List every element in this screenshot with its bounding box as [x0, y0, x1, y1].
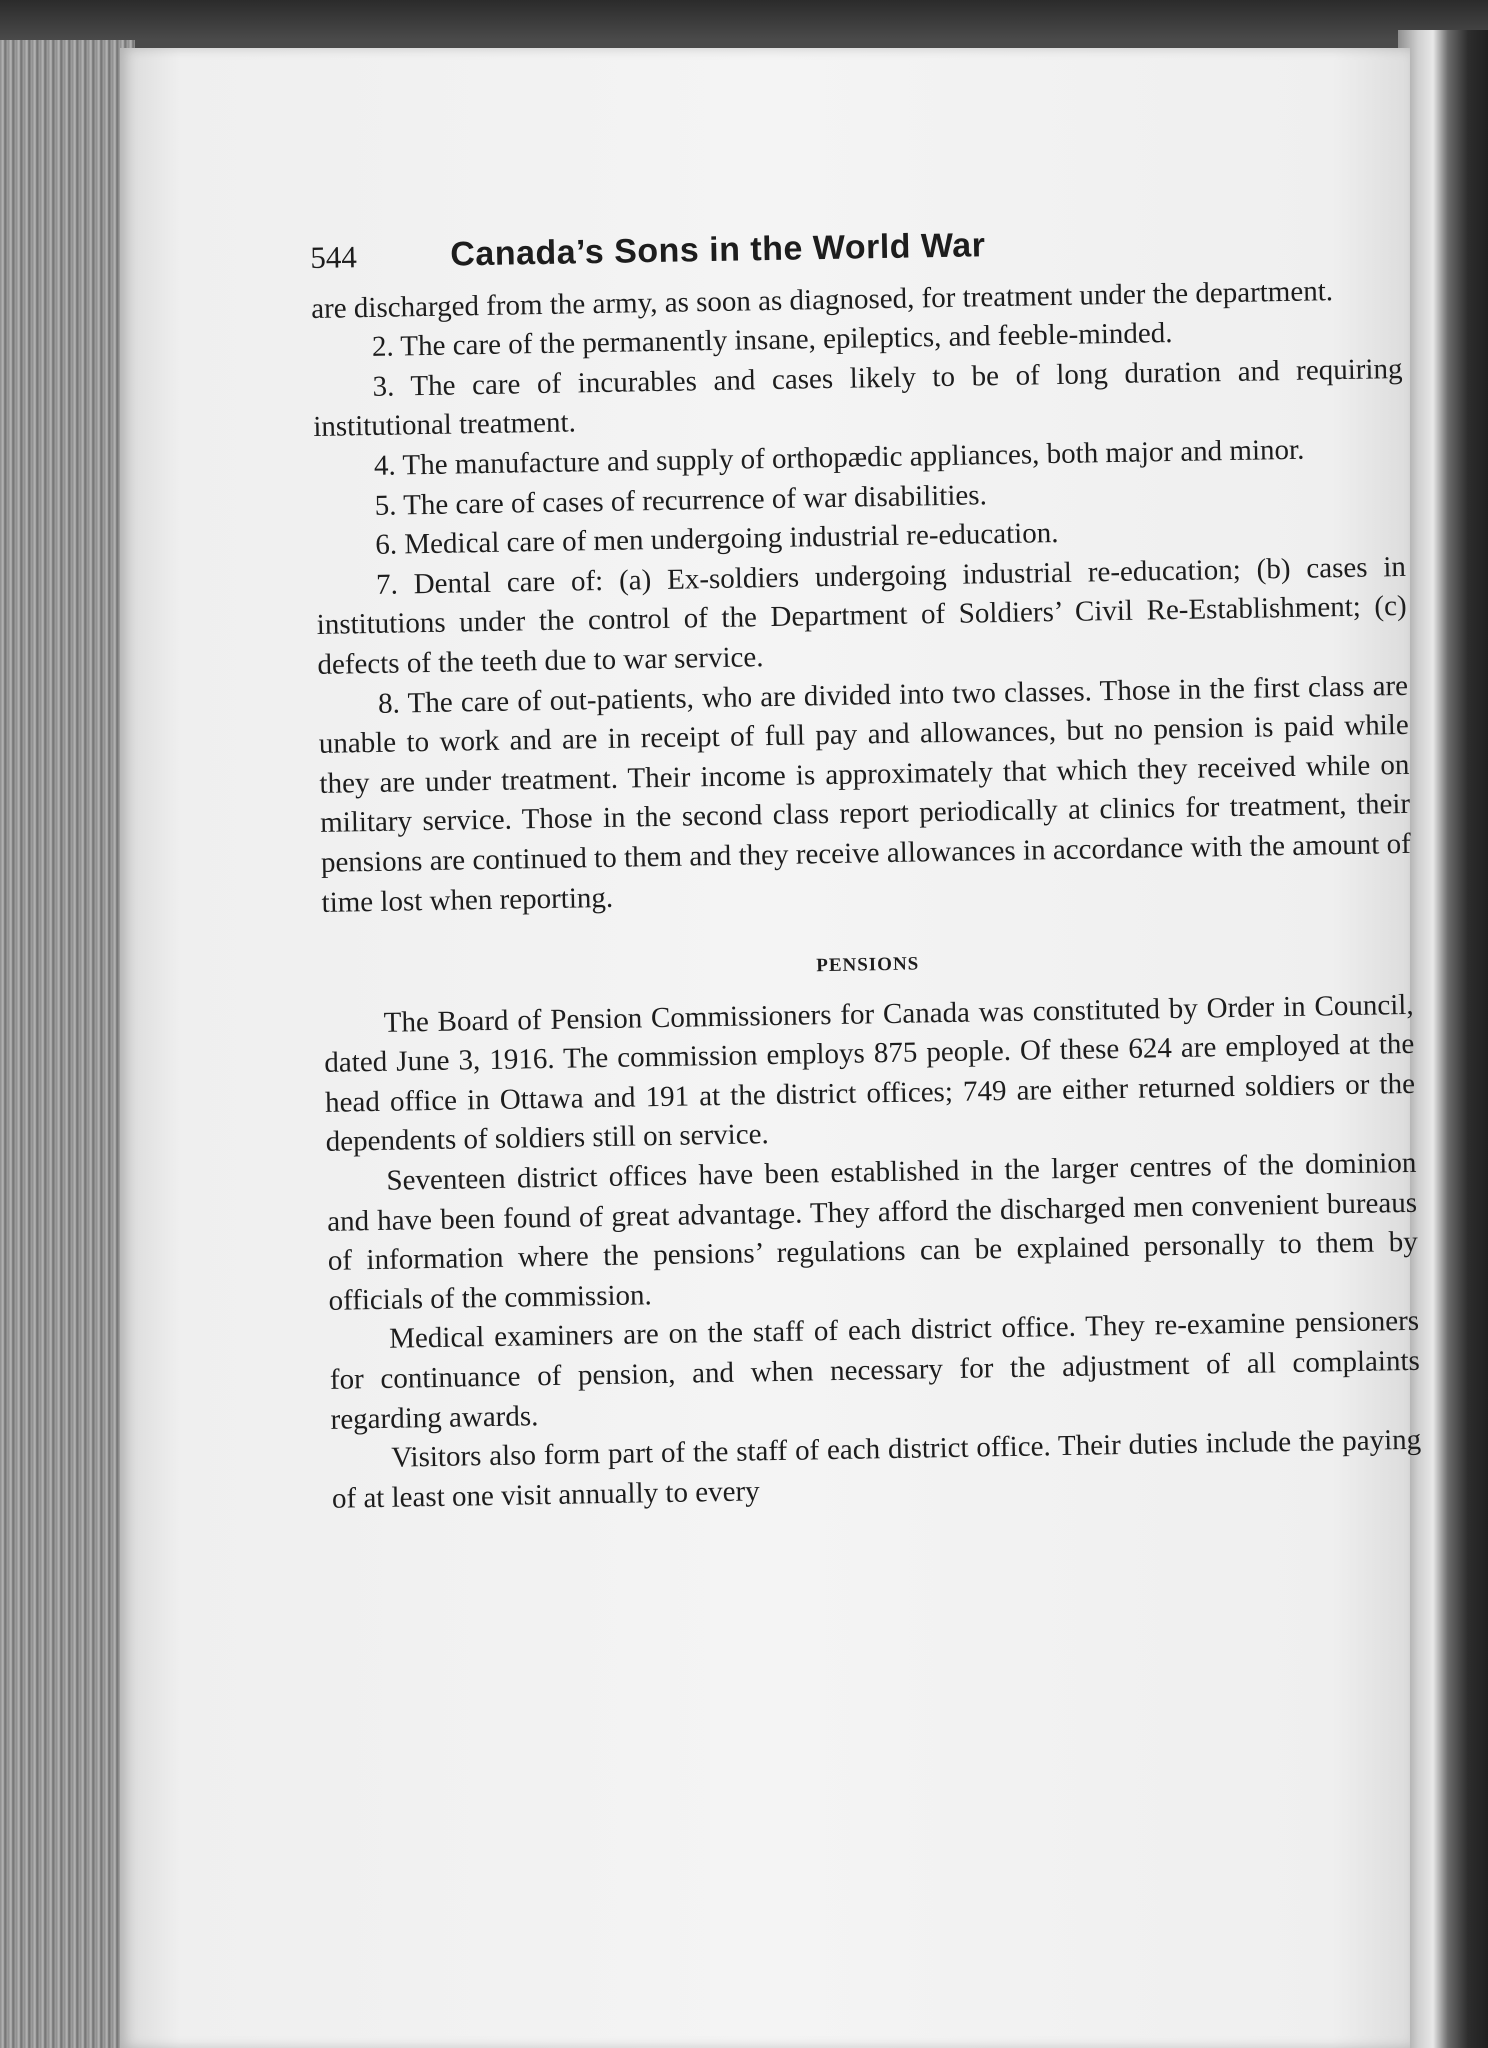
list-item-4: 4. The manufacture and supply of orthopædic appliances, both major and minor.: [373, 433, 1305, 482]
list-item-8: 8. The care of out-patients, who are divided into two classes. Those in the first class are unable to work and are in receipt of full pay and allowances, but no pension is paid while they are under treatment. Their income is approximately that which they received while on military service. Those in the second class report periodically at clinics for treatment, their pensions are continued to them and they receive allowances in accordance with the amount of time lost when reporting.: [318, 669, 1412, 919]
paragraph-continuation: are discharged from the army, as soon as diagnosed, for treatment under the department.: [310, 274, 1334, 325]
running-title: Canada’s Sons in the World War: [449, 226, 986, 274]
list-item-7: 7. Dental care of: (a) Ex-soldiers undergoing industrial re-education; (b) cases in institutions under the control of the Department of Soldiers’ Civil Re-Establishment; (c) defects of the teeth due to war service.: [316, 550, 1407, 681]
paragraph-board-of-pension: The Board of Pension Commissioners for Canada was constituted by Order in Council, dated June 3, 1916. The commission employs 875 people. Of these 624 are employed at the head office in Ottawa and 191 at the district offices; 749 are either returned soldiers or the dependents of soldiers still on service.: [324, 988, 1416, 1159]
page-number: 544: [310, 239, 358, 275]
page-header: [310, 219, 1401, 278]
list-item-6: 6. Medical care of men undergoing industrial re-education.: [375, 517, 1059, 562]
page-content: [310, 219, 1422, 1519]
paragraph-district-offices: Seventeen district offices have been established in the larger centres of the dominion and have been found of great advantage. They afford the discharged men convenient bureaus of information where the pensions’ regulations can be explained personally to them by officials of the commission.: [326, 1146, 1418, 1317]
list-item-2: 2. The care of the permanently insane, epileptics, and feeble-minded.: [371, 317, 1173, 364]
page-sheet: [120, 48, 1422, 2048]
paragraph-visitors: Visitors also form part of the staff of each district office. Their duties include the paying of at least one visit annually to every: [331, 1424, 1422, 1515]
list-item-3: 3. The care of incurables and cases likely to be of long duration and requiring institutional treatment.: [313, 352, 1403, 444]
list-item-5: 5. The care of cases of recurrence of war disabilities.: [374, 478, 988, 522]
section-heading-pensions: PENSIONS: [816, 953, 920, 977]
paragraph-medical-examiners: Medical examiners are on the staff of each district office. They re-examine pensioners for continuance of pension, and when necessary for the adjustment of all complaints regarding awards.: [329, 1305, 1421, 1436]
book-page-edges: [0, 40, 135, 2048]
